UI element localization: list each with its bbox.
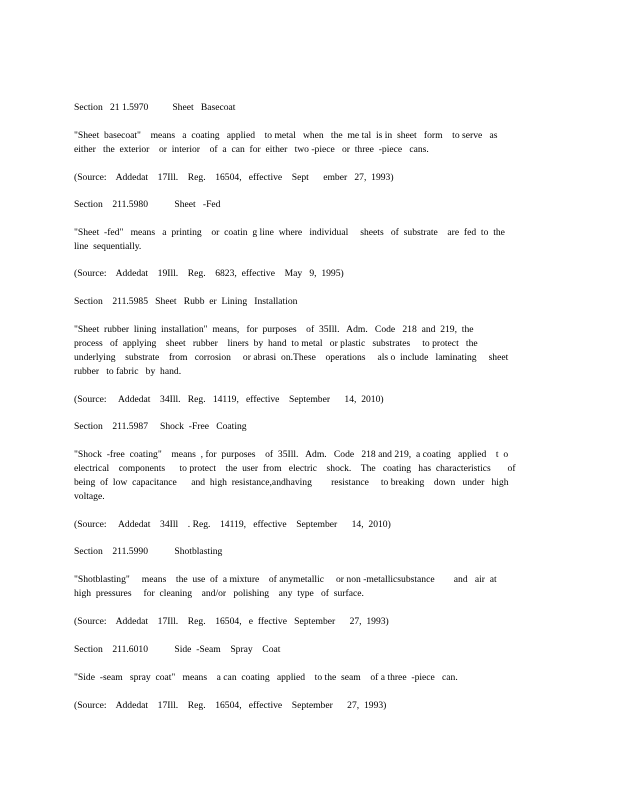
source-note-211-5990: (Source: Addedat 17Ill. Reg. 16504, e ffective September 27, 1993) <box>74 616 389 627</box>
section-heading-211-5985: Section 211.5985 Sheet Rubb er Lining Installation <box>74 296 298 307</box>
definition-shotblasting-line-2: high pressures for cleaning and/or polishing any type of surface. <box>74 588 364 599</box>
definition-shock-free-line-4: voltage. <box>74 491 105 502</box>
source-note-211-5980: (Source: Addedat 19Ill. Reg. 6823, effective May 9, 1995) <box>74 268 344 279</box>
definition-shock-free-line-2: electrical components to protect the user from electric shock. The coating has characteristics of <box>74 463 516 474</box>
definition-sheet-fed-line-1: "Sheet -fed" means a printing or coatin g line where individual sheets of substrate are fed to the <box>74 227 505 238</box>
source-note-211-5987: (Source: Addedat 34Ill . Reg. 14119, effective September 14, 2010) <box>74 519 391 530</box>
definition-sheet-fed-line-2: line sequentially. <box>74 241 142 252</box>
definition-shock-free-line-1: "Shock -free coating" means , for purposes of 35Ill. Adm. Code 218 and 219, a coating applied t o <box>74 449 509 460</box>
definition-sheet-rubber-line-4: rubber to fabric by hand. <box>74 366 182 377</box>
section-heading-211-6010: Section 211.6010 Side -Seam Spray Coat <box>74 644 281 655</box>
definition-sheet-rubber-line-3: underlying substrate from corrosion or abrasi on.These operations als o include laminating sheet <box>74 352 509 363</box>
section-heading-211-5990: Section 211.5990 Shotblasting <box>74 546 223 557</box>
source-note-211-6010: (Source: Addedat 17Ill. Reg. 16504, effective September 27, 1993) <box>74 700 387 711</box>
definition-sheet-rubber-line-1: "Sheet rubber lining installation" means, for purposes of 35Ill. Adm. Code 218 and 219, the <box>74 324 474 335</box>
definition-sheet-rubber-line-2: process of applying sheet rubber liners by hand to metal or plastic substrates to protect the <box>74 338 478 349</box>
definition-shock-free-line-3: being of low capacitance and high resistance,andhaving resistance to breaking down under high <box>74 477 509 488</box>
definition-sheet-basecoat-line-1: "Sheet basecoat" means a coating applied to metal when the me tal is in sheet form to serve as <box>74 130 498 141</box>
source-note-211-5985: (Source: Addedat 34Ill. Reg. 14119, effective September 14, 2010) <box>74 394 384 405</box>
definition-shotblasting-line-1: "Shotblasting" means the use of a mixture of anymetallic or non -metallicsubstance and air at <box>74 574 497 585</box>
definition-sheet-basecoat-line-2: either the exterior or interior of a can for either two -piece or three -piece cans. <box>74 144 429 155</box>
source-note-211-5970: (Source: Addedat 17Ill. Reg. 16504, effective Sept ember 27, 1993) <box>74 172 394 183</box>
definition-side-seam-line-1: "Side -seam spray coat" means a can coating applied to the seam of a three -piece can. <box>74 672 458 683</box>
section-heading-211-5987: Section 211.5987 Shock -Free Coating <box>74 421 247 432</box>
section-heading-211-5980: Section 211.5980 Sheet -Fed <box>74 199 221 210</box>
section-heading-211-5970: Section 21 1.5970 Sheet Basecoat <box>74 102 236 113</box>
